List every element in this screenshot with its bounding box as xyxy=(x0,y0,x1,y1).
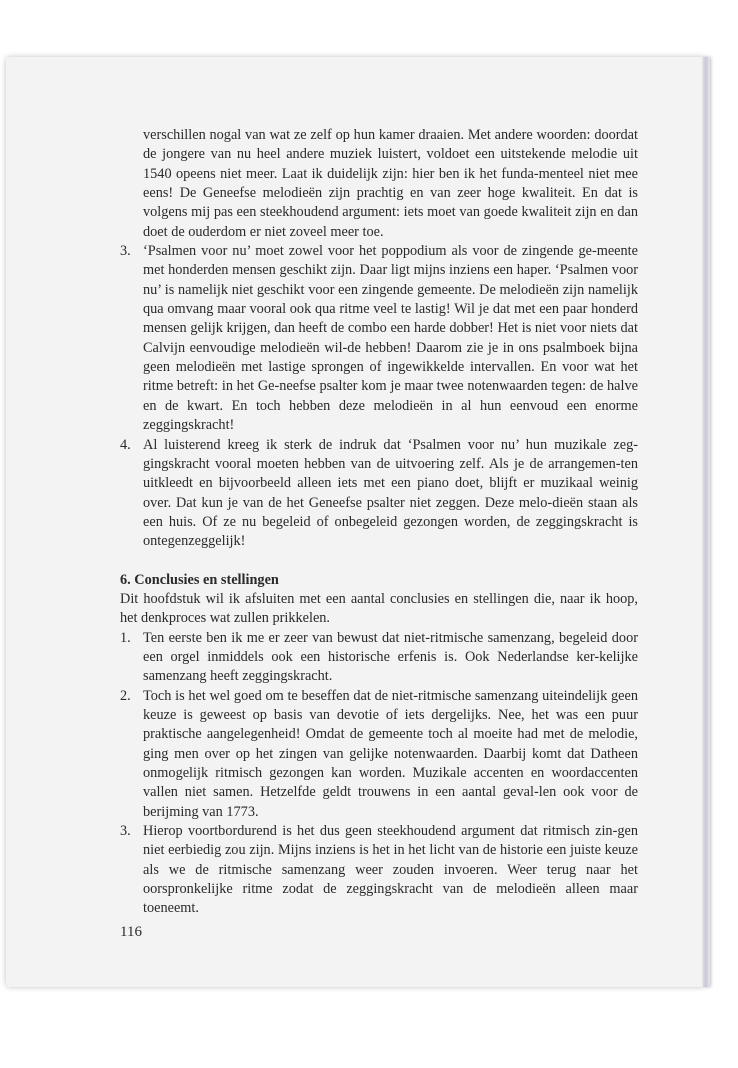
numbered-list-objections xyxy=(120,242,638,552)
list-item-text: Ten eerste ben ik me er zeer van bewust dat niet-ritmische samenzang, begeleid door een orgel inmiddels ook een historische erfenis is. Ook Nederlandse ker-kelijke samenzang heeft zeggingskracht. xyxy=(143,629,638,685)
section-heading: 6. Conclusies en stellingen xyxy=(120,571,279,588)
list-item-text: Al luisterend kreeg ik sterk de indruk dat ‘Psalmen voor nu’ hun muzikale zeg-gingskracht vooral moeten hebben van de uitvoering zelf. Als je de arrangemen-ten uitkleedt en bijvoorbeeld alleen iets met een piano doet, blijft er muzikaal weinig over. Dat kun je van de het Geneefse psalter niet zeggen. Deze melo-dieën staan als een huis. Of ze nu begeleid of onbegeleid gezongen worden, de zeggingskracht is ontegenzeggelijk! xyxy=(143,436,638,550)
book-spine-edge xyxy=(703,57,710,987)
list-item-number: 3. xyxy=(120,823,131,840)
page-body-text xyxy=(120,126,638,919)
list-item xyxy=(120,436,638,552)
list-item xyxy=(120,242,638,435)
section-intro: Dit hoofdstuk wil ik afsluiten met een aantal conclusies en stellingen die, naar ik hoop, het denkproces wat zullen prikkelen. xyxy=(120,590,638,627)
list-item-number: 2. xyxy=(120,687,131,704)
list-item-text: ‘Psalmen voor nu’ moet zowel voor het poppodium als voor de zingende ge-meente met honderden mensen geschikt zijn. Daar ligt mijns inziens een haper. ‘Psalmen voor nu’ is namelijk niet geschikt voor een zingende gemeente. De melodieën zijn namelijk qua omvang maar vooral ook qua ritme veel te lastig! Wil je dat met een paar honderd mensen gelijk krijgen, dan heeft de combo een harde dobber! Het is niet voor niets dat Calvijn eenvoudige melodieën wil-de hebben! Daarom zie je in ons psalmboek bijna geen melodieën met lastige sprongen of ingewikkelde intervallen. En voor wat het ritme betreft: in het Ge-neefse psalter kom je maar twee notenwaarden tegen: de halve en de kwart. En toch hebben deze melodieën in al hun eenvoud een enorme zeggingskracht! xyxy=(143,243,638,434)
list-item-text: Toch is het wel goed om te beseffen dat de niet-ritmische samenzang uiteindelijk geen keuze is geweest op basis van devotie of iets dergelijks. Nee, het was een puur praktische aangelegenheid! Omdat de gemeente toch al moeite had met de melodie, ging men over op het zingen van gelijke notenwaarden. Daarbij komt dat Datheen onmogelijk ritmisch gezongen kan worden. Muzikale accenten en woordaccenten vallen niet samen. Hetzelfde geldt trouwens in een aantal geval-len ook voor de berijming van 1773. xyxy=(143,687,638,820)
list-item-number: 4. xyxy=(120,436,131,453)
list-item xyxy=(120,629,638,687)
list-item-number: 3. xyxy=(120,243,131,260)
list-item-number: 1. xyxy=(120,629,131,646)
list-item xyxy=(120,687,638,822)
list-item-text: Hierop voortbordurend is het dus geen steekhoudend argument dat ritmisch zin-gen niet eerbiedig zou zijn. Mijns inziens is het in het licht van de historie een juiste keuze als we de ritmische samenzang weer zouden invoeren. Weer terug naar het oorspronkelijke ritme zodat de zeggingskracht van de melodieën alleen maar toeneemt. xyxy=(143,823,638,917)
list-item xyxy=(120,822,638,919)
page-number: 116 xyxy=(120,924,142,940)
continued-list-paragraph: verschillen nogal van wat ze zelf op hun kamer draaien. Met andere woorden: doordat de jongere van nu heel andere muziek luistert, voldoet een uitstekende melodie uit 1540 opeens niet meer. Laat ik duidelijk zijn: hier ben ik het funda-menteel niet mee eens! De Geneefse melodieën zijn prachtig en van zeer hoge kwaliteit. En dat is volgens mij pas een steekhoudend argument: iets moet van goede kwaliteit zijn en dan doet de ouderdom er niet zoveel meer toe. xyxy=(143,127,638,240)
numbered-list-conclusions xyxy=(120,629,638,919)
